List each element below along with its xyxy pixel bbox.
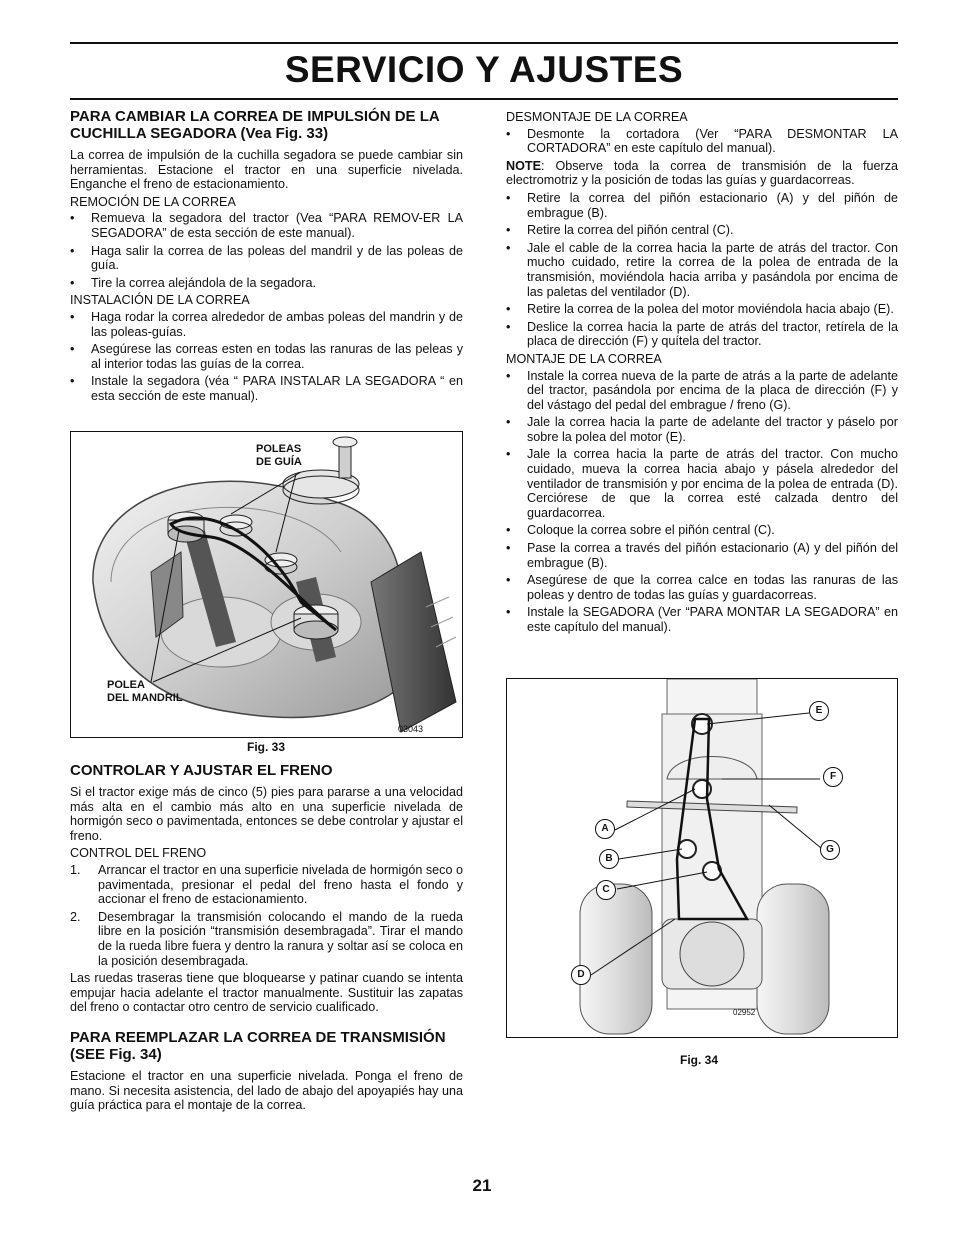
subheading-brake-control: CONTROL DEL FRENO <box>70 846 207 861</box>
bullet: • <box>70 374 75 389</box>
paragraph: La correa de impulsión de la cuchilla segadora se puede cambiar sin herramientas. Estacione el tractor en una superficie nivelada. Enganche el freno de estacionamiento. <box>70 148 463 192</box>
title-underline <box>70 98 898 100</box>
bullet-list <box>506 369 898 635</box>
list-item: • Retire la correa de la polea del motor moviéndola hacia abajo (E). <box>506 302 894 317</box>
section-heading-blade-belt: PARA CAMBIAR LA CORREA DE IMPULSIÓN DE LA CUCHILLA SEGADORA (Vea Fig. 33) <box>70 108 440 142</box>
list-item: • Instale la SEGADORA (Ver “PARA MONTAR LA SEGADORA” en este capítulo del manual). <box>506 605 898 634</box>
page-number: 21 <box>472 1176 492 1195</box>
paragraph: Estacione el tractor en una superficie nivelada. Ponga el freno de mano. Si necesita asistencia, del lado de abajo del apoyapiés hay una guía práctica para el montaje de la correa. <box>70 1068 463 1113</box>
list-item: • Jale el cable de la correa hacia la parte de atrás del tractor. Con mucho cuidado, retire la correa de la polea de entrada de la transmisión, moviéndola hacia arriba y pasándola por encima de las paletas del ventilador (D). <box>506 240 898 299</box>
list-item: • Deslice la correa hacia la parte de atrás del tractor, retírela de la placa de dirección (F) y quítela del tractor. <box>506 319 898 349</box>
figure-33-caption: Fig. 33 <box>247 740 286 754</box>
callout-c: C <box>596 880 616 900</box>
page-title: SERVICIO Y AJUSTES <box>284 49 684 90</box>
paragraph: Si el tractor exige más de cinco (5) pies para pararse a una velocidad más alta en el cambio más alto en una superficie nivelada de hormigón seco o pavimentada, entonces se debe controlar y ajustar el freno. <box>70 785 463 843</box>
list-item: • Jale la correa hacia la parte de adelante del tractor y páselo por sobre la polea del motor (E). <box>506 415 898 444</box>
bullet-list <box>506 127 898 156</box>
left-column <box>70 108 463 407</box>
section-heading-brake: CONTROLAR Y AJUSTAR EL FRENO <box>70 762 333 779</box>
list-item: • Desmonte la cortadora (Ver “PARA DESMONTAR LA CORTADORA” en este capítulo del manual). <box>506 126 898 156</box>
section-heading-drive-belt: PARA REEMPLAZAR LA CORREA DE TRANSMISIÓN (SEE Fig. 34) <box>70 1028 446 1063</box>
list-item: • Asegúrese las correas esten en todas las ranuras de las peleas y al interior todas las guías de la correa. <box>70 342 463 371</box>
callout-f: F <box>823 767 843 787</box>
bullet-list <box>506 191 898 349</box>
label-guide-pulleys: POLEAS DE GUÍA <box>256 443 302 468</box>
callout-e: E <box>809 701 829 721</box>
bullet-list <box>70 211 463 290</box>
list-item: • Retire la correa del piñón central (C). <box>506 223 734 238</box>
list-item: • Retire la correa del piñón estacionario (A) y del piñón de embrague (B). <box>506 190 898 220</box>
list-item: • Instale la segadora (véa “ PARA INSTALAR LA SEGADORA “ en esta sección de este manual). <box>70 374 463 403</box>
bullet: • <box>70 309 75 324</box>
figure-33-mower-deck <box>70 431 463 738</box>
list-item: • Jale la correa hacia la parte de atrás del tractor. Con mucho cuidado, mueva la correa hacia abajo y pásela alrededor del ventilador de transmisión y por encima de la polea de entrada (D). Cerciórese de que la correa esté calzada dentro del guardacorrea. <box>506 447 898 520</box>
figure-code: 02952 <box>733 1008 756 1017</box>
subheading-removal: REMOCIÓN DE LA CORREA <box>70 194 236 209</box>
list-item: 1. Arrancar el tractor en una superficie nivelada de hormigón seco o pavimentada, presionar el pedal del freno hasta el fondo y accionar el freno de estacionamiento. <box>70 862 463 907</box>
bullet: • <box>70 211 75 226</box>
list-item: • Asegúrese de que la correa calce en todas las ranuras de las poleas y dentro de todas las guías y guardacorreas. <box>506 573 898 602</box>
figure-34-caption: Fig. 34 <box>680 1053 719 1067</box>
list-item: • Coloque la correa sobre el piñón central (C). <box>506 523 775 538</box>
top-rule <box>70 42 898 44</box>
figure-code: 03043 <box>398 724 424 734</box>
callout-d: D <box>571 965 591 985</box>
list-item: • Haga rodar la correa alrededor de ambas poleas del mandrin y de las poleas-guías. <box>70 309 463 339</box>
note-paragraph: NOTE: Observe toda la correa de transmisión de la fuerza electromotriz y la posición de todas las guías y guardacorreas. <box>506 158 898 188</box>
paragraph: Las ruedas traseras tiene que bloquearse y patinar cuando se intenta empujar hacia adelante el tractor manualmente. Sustituir las zapatas del freno o contactar otro centro de servicio cualificado. <box>70 971 463 1015</box>
callout-b: B <box>599 849 619 869</box>
label-spindle-pulley: POLEA DEL MANDRIL <box>107 679 183 704</box>
bullet: • <box>70 275 75 290</box>
list-item: • Haga salir la correa de las poleas del mandril y de las poleas de guía. <box>70 243 463 273</box>
bullet: • <box>70 243 75 258</box>
right-column <box>506 108 898 638</box>
list-item: 2. Desembragar la transmisión colocando el mando de la rueda libre en la posición “transmisión desembragada”. Tirar el mando de la rueda libre fuera y dentro la ranura y soltar así se coloca en la posición desembragada. <box>70 909 463 968</box>
subheading-belt-removal: DESMONTAJE DE LA CORREA <box>506 110 688 124</box>
bullet: • <box>70 342 75 357</box>
bullet-list <box>70 310 463 404</box>
list-item: • Remueva la segadora del tractor (Vea “PARA REMOV-ER LA SEGADORA” de esta sección de este manual). <box>70 211 463 240</box>
figure-34-tractor-belt-routing <box>506 678 898 1038</box>
numbered-list <box>70 863 463 968</box>
left-column-lower <box>70 762 463 1116</box>
subheading-belt-mount: MONTAJE DE LA CORREA <box>506 351 662 366</box>
tractor-belt-illustration <box>507 679 897 1037</box>
list-item: • Tire la correa alejándola de la segadora. <box>70 275 316 290</box>
subheading-install: INSTALACIÓN DE LA CORREA <box>70 293 250 308</box>
callout-a: A <box>595 819 615 839</box>
list-item: • Instale la correa nueva de la parte de atrás a la parte de adelante del tractor, pasándola por encima de la placa de dirección (F) y del vástago del pedal del embrague / freno (G). <box>506 368 898 412</box>
callout-g: G <box>820 840 840 860</box>
list-item: • Pase la correa a través del piñón estacionario (A) y del piñón del embrague (B). <box>506 541 898 570</box>
